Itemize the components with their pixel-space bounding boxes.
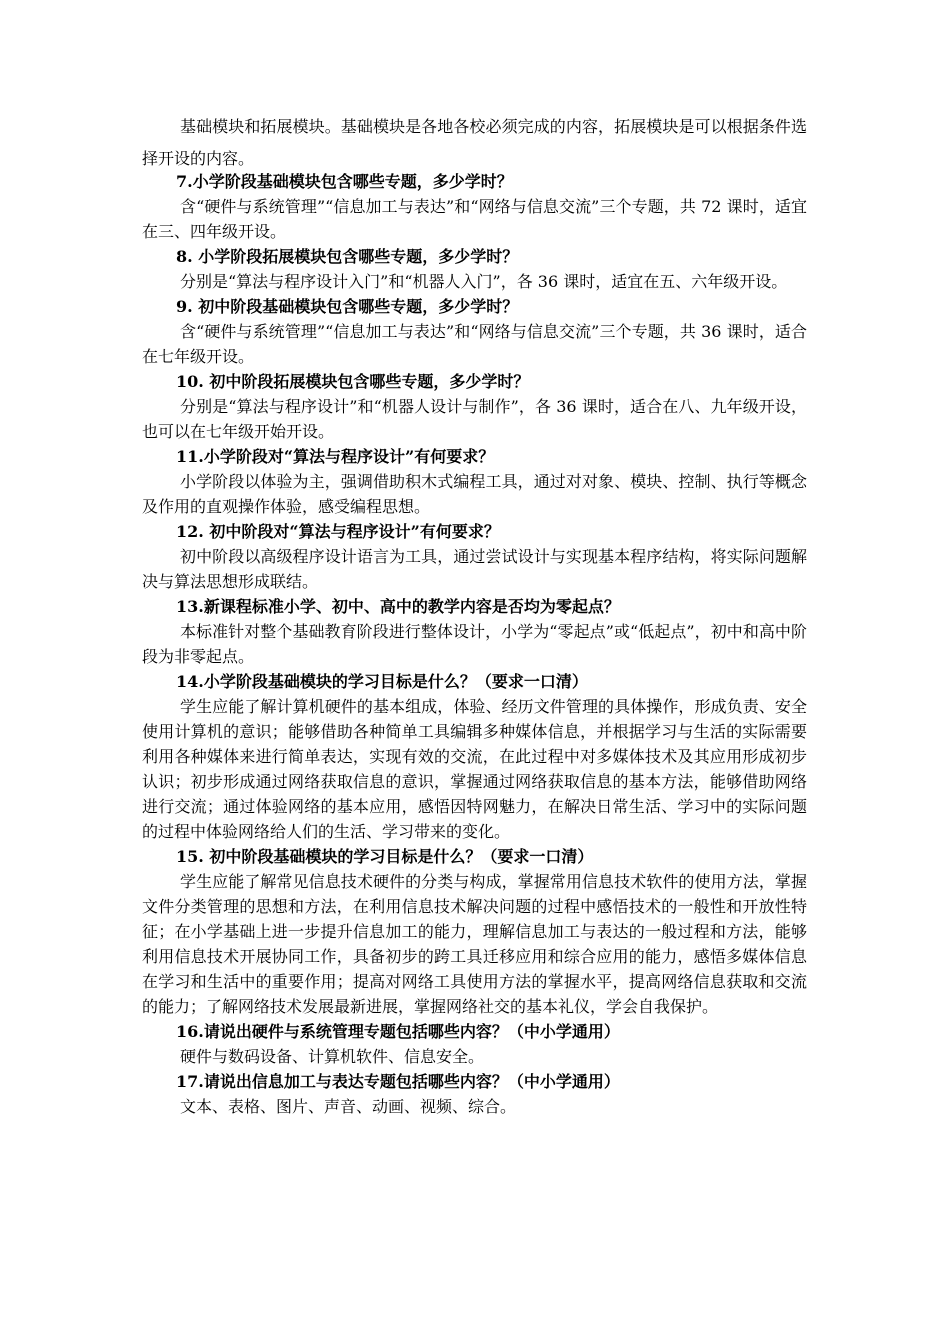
- document-body: [142, 111, 807, 1119]
- qa-item-15: [142, 844, 807, 1019]
- question-heading: 7.小学阶段基础模块包含哪些专题，多少学时？: [176, 172, 513, 191]
- question-heading: 12. 初中阶段对“算法与程序设计”有何要求？: [176, 522, 500, 541]
- qa-item-12: [142, 519, 807, 594]
- question-heading: 16.请说出硬件与系统管理专题包括哪些内容？（中小学通用）: [176, 1022, 620, 1041]
- answer-paragraph: 分别是“算法与程序设计入门”和“机器人入门”，各 36 课时，适宜在五、六年级开设。: [180, 272, 788, 291]
- question-heading: 17.请说出信息加工与表达专题包括哪些内容？（中小学通用）: [176, 1072, 620, 1091]
- qa-item-17: [142, 1069, 807, 1119]
- answer-paragraph: 文本、表格、图片、声音、动画、视频、综合。: [180, 1097, 517, 1116]
- qa-item-9: [142, 294, 807, 369]
- qa-item-10: [142, 369, 807, 444]
- answer-paragraph: 含“硬件与系统管理”“信息加工与表达”和“网络与信息交流”三个专题，共 36 课时，适合在七年级开设。: [142, 322, 807, 366]
- question-heading: 13.新课程标准小学、初中、高中的教学内容是否均为零起点？: [176, 597, 620, 616]
- question-heading: 8. 小学阶段拓展模块包含哪些专题，多少学时？: [176, 247, 519, 266]
- answer-paragraph: 本标准针对整个基础教育阶段进行整体设计，小学为“零起点”或“低起点”，初中和高中阶段为非零起点。: [142, 622, 807, 666]
- qa-item-13: [142, 594, 807, 669]
- answer-paragraph: 含“硬件与系统管理”“信息加工与表达”和“网络与信息交流”三个专题，共 72 课时，适宜在三、四年级开设。: [142, 197, 807, 241]
- answer-paragraph: 学生应能了解计算机硬件的基本组成，体验、经历文件管理的具体操作，形成负责、安全使用计算机的意识；能够借助各种简单工具编辑多种媒体信息，并根据学习与生活的实际需要利用各种媒体来进行简单表达，实现有效的交流，在此过程中对多媒体技术及其应用形成初步认识；初步形成通过网络获取信息的意识，掌握通过网络获取信息的基本方法，能够借助网络进行交流；通过体验网络的基本应用，感悟因特网魅力，在解决日常生活、学习中的实际问题的过程中体验网络给人们的生活、学习带来的变化。: [142, 697, 807, 841]
- question-heading: 15. 初中阶段基础模块的学习目标是什么？（要求一口清）: [176, 847, 594, 866]
- qa-item-16: [142, 1019, 807, 1069]
- answer-paragraph: 硬件与数码设备、计算机软件、信息安全。: [180, 1047, 485, 1066]
- question-heading: 9. 初中阶段基础模块包含哪些专题，多少学时？: [176, 297, 519, 316]
- qa-item-11: [142, 444, 807, 519]
- question-heading: 14.小学阶段基础模块的学习目标是什么？（要求一口清）: [176, 672, 588, 691]
- question-heading: 10. 初中阶段拓展模块包含哪些专题，多少学时？: [176, 372, 530, 391]
- question-heading: 11.小学阶段对“算法与程序设计”有何要求？: [176, 447, 495, 466]
- intro-paragraph: 基础模块和拓展模块。基础模块是各地各校必须完成的内容，拓展模块是可以根据条件选择开设的内容。: [142, 117, 807, 168]
- answer-paragraph: 分别是“算法与程序设计”和“机器人设计与制作”，各 36 课时，适合在八、九年级开设，也可以在七年级开始开设。: [142, 397, 807, 441]
- answer-paragraph: 小学阶段以体验为主，强调借助积木式编程工具，通过对对象、模块、控制、执行等概念及作用的直观操作体验，感受编程思想。: [142, 472, 807, 516]
- answer-paragraph: 学生应能了解常见信息技术硬件的分类与构成，掌握常用信息技术软件的使用方法，掌握文件分类管理的思想和方法，在利用信息技术解决问题的过程中感悟技术的一般性和开放性特征；在小学基础上进一步提升信息加工的能力，理解信息加工与表达的一般过程和方法，能够利用信息技术开展协同工作，具备初步的跨工具迁移应用和综合应用的能力，感悟多媒体信息在学习和生活中的重要作用；提高对网络工具使用方法的掌握水平，提高网络信息获取和交流的能力；了解网络技术发展最新进展，掌握网络社交的基本礼仪，学会自我保护。: [142, 872, 807, 1016]
- qa-item-14: [142, 669, 807, 844]
- qa-item-8: [142, 244, 807, 294]
- qa-item-7: [142, 169, 807, 244]
- answer-paragraph: 初中阶段以高级程序设计语言为工具，通过尝试设计与实现基本程序结构，将实际问题解决与算法思想形成联结。: [142, 547, 807, 591]
